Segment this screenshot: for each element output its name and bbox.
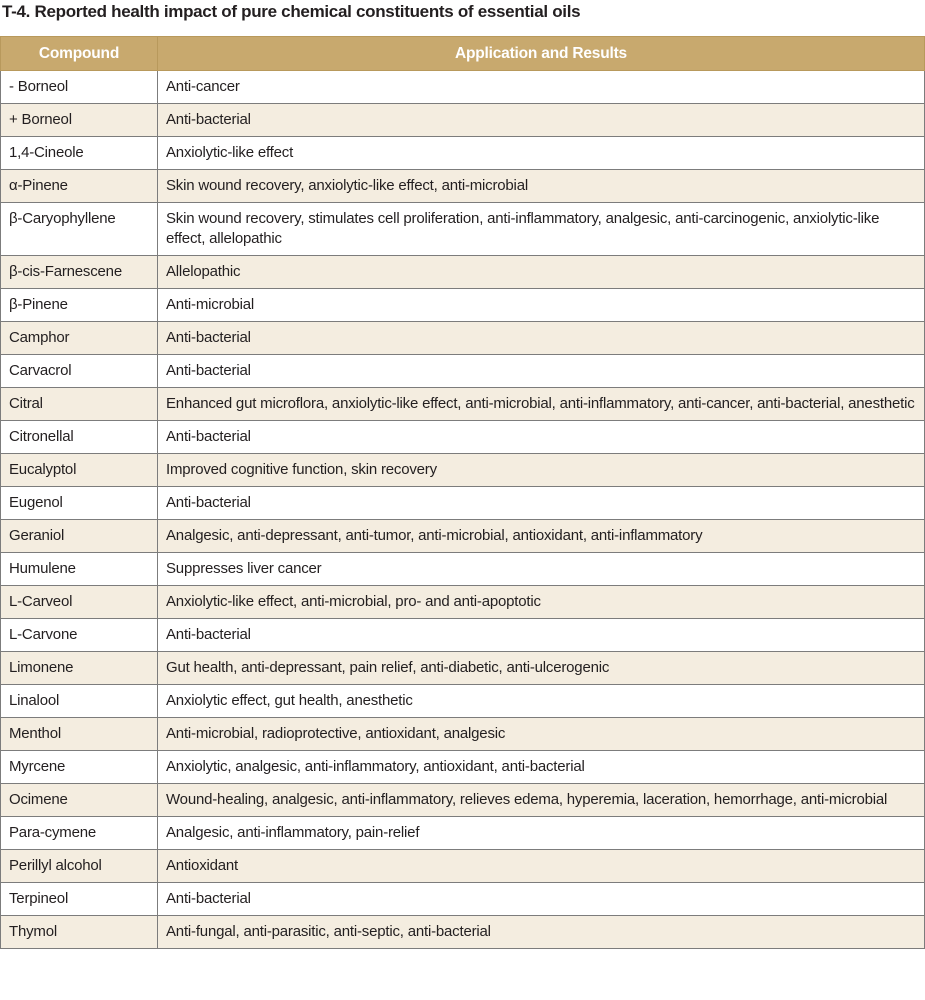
result-cell: Enhanced gut microflora, anxiolytic-like effect, anti-microbial, anti-inflammatory, anti-cancer, anti-bacterial, anesthetic	[158, 388, 925, 421]
compound-cell: Geraniol	[1, 520, 158, 553]
result-cell: Anti-cancer	[158, 71, 925, 104]
compound-cell: Citral	[1, 388, 158, 421]
result-cell: Anti-bacterial	[158, 421, 925, 454]
result-cell: Wound-healing, analgesic, anti-inflammatory, relieves edema, hyperemia, laceration, hemorrhage, anti-microbial	[158, 784, 925, 817]
result-cell: Anti-bacterial	[158, 355, 925, 388]
header-compound: Compound	[1, 37, 158, 71]
table-row	[1, 289, 925, 322]
table-row	[1, 520, 925, 553]
result-cell: Allelopathic	[158, 256, 925, 289]
result-cell: Suppresses liver cancer	[158, 553, 925, 586]
result-cell: Anti-bacterial	[158, 322, 925, 355]
table-row	[1, 322, 925, 355]
compound-cell: L-Carveol	[1, 586, 158, 619]
table-row	[1, 718, 925, 751]
result-cell: Anti-bacterial	[158, 104, 925, 137]
table-row	[1, 487, 925, 520]
table-row	[1, 850, 925, 883]
table-row	[1, 454, 925, 487]
header-row	[1, 37, 925, 71]
compound-cell: Limonene	[1, 652, 158, 685]
table-row	[1, 203, 925, 256]
compound-cell: Myrcene	[1, 751, 158, 784]
table-row	[1, 652, 925, 685]
result-cell: Anxiolytic, analgesic, anti-inflammatory, antioxidant, anti-bacterial	[158, 751, 925, 784]
result-cell: Anti-microbial, radioprotective, antioxidant, analgesic	[158, 718, 925, 751]
header-application-results: Application and Results	[158, 37, 925, 71]
table-row	[1, 553, 925, 586]
table-row	[1, 355, 925, 388]
compound-cell: α-Pinene	[1, 170, 158, 203]
compound-cell: Linalool	[1, 685, 158, 718]
result-cell: Antioxidant	[158, 850, 925, 883]
table-row	[1, 170, 925, 203]
compound-cell: - Borneol	[1, 71, 158, 104]
compound-cell: Thymol	[1, 916, 158, 949]
result-cell: Analgesic, anti-depressant, anti-tumor, anti-microbial, antioxidant, anti-inflammatory	[158, 520, 925, 553]
compound-cell: β-cis-Farnescene	[1, 256, 158, 289]
compound-cell: Humulene	[1, 553, 158, 586]
table-row	[1, 71, 925, 104]
compound-cell: Camphor	[1, 322, 158, 355]
table-row	[1, 751, 925, 784]
compound-cell: L-Carvone	[1, 619, 158, 652]
table-row	[1, 586, 925, 619]
compound-cell: Eugenol	[1, 487, 158, 520]
compound-cell: Citronellal	[1, 421, 158, 454]
result-cell: Gut health, anti-depressant, pain relief, anti-diabetic, anti-ulcerogenic	[158, 652, 925, 685]
result-cell: Skin wound recovery, anxiolytic-like effect, anti-microbial	[158, 170, 925, 203]
compound-cell: Para-cymene	[1, 817, 158, 850]
table-row	[1, 256, 925, 289]
table-body	[1, 71, 925, 949]
table-row	[1, 685, 925, 718]
compound-cell: Eucalyptol	[1, 454, 158, 487]
compound-cell: Terpineol	[1, 883, 158, 916]
table-header	[1, 37, 925, 71]
compound-cell: + Borneol	[1, 104, 158, 137]
result-cell: Anti-microbial	[158, 289, 925, 322]
compound-cell: Ocimene	[1, 784, 158, 817]
result-cell: Anxiolytic-like effect, anti-microbial, pro- and anti-apoptotic	[158, 586, 925, 619]
result-cell: Anti-bacterial	[158, 883, 925, 916]
compound-cell: Perillyl alcohol	[1, 850, 158, 883]
result-cell: Improved cognitive function, skin recovery	[158, 454, 925, 487]
result-cell: Anti-bacterial	[158, 619, 925, 652]
compound-cell: Menthol	[1, 718, 158, 751]
table-title: T-4. Reported health impact of pure chemical constituents of essential oils	[2, 2, 581, 21]
result-cell: Anxiolytic effect, gut health, anesthetic	[158, 685, 925, 718]
result-cell: Anti-fungal, anti-parasitic, anti-septic, anti-bacterial	[158, 916, 925, 949]
result-cell: Analgesic, anti-inflammatory, pain-relief	[158, 817, 925, 850]
table-row	[1, 883, 925, 916]
compound-table	[0, 36, 925, 949]
result-cell: Anti-bacterial	[158, 487, 925, 520]
compound-cell: Carvacrol	[1, 355, 158, 388]
compound-cell: 1,4-Cineole	[1, 137, 158, 170]
compound-cell: β-Caryophyllene	[1, 203, 158, 256]
table-row	[1, 817, 925, 850]
compound-cell: β-Pinene	[1, 289, 158, 322]
table-row	[1, 619, 925, 652]
table-row	[1, 137, 925, 170]
table-row	[1, 104, 925, 137]
table-row	[1, 784, 925, 817]
table-row	[1, 388, 925, 421]
result-cell: Skin wound recovery, stimulates cell proliferation, anti-inflammatory, analgesic, anti-carcinogenic, anxiolytic-like effect, allelopathic	[158, 203, 925, 256]
table-row	[1, 916, 925, 949]
table-row	[1, 421, 925, 454]
result-cell: Anxiolytic-like effect	[158, 137, 925, 170]
